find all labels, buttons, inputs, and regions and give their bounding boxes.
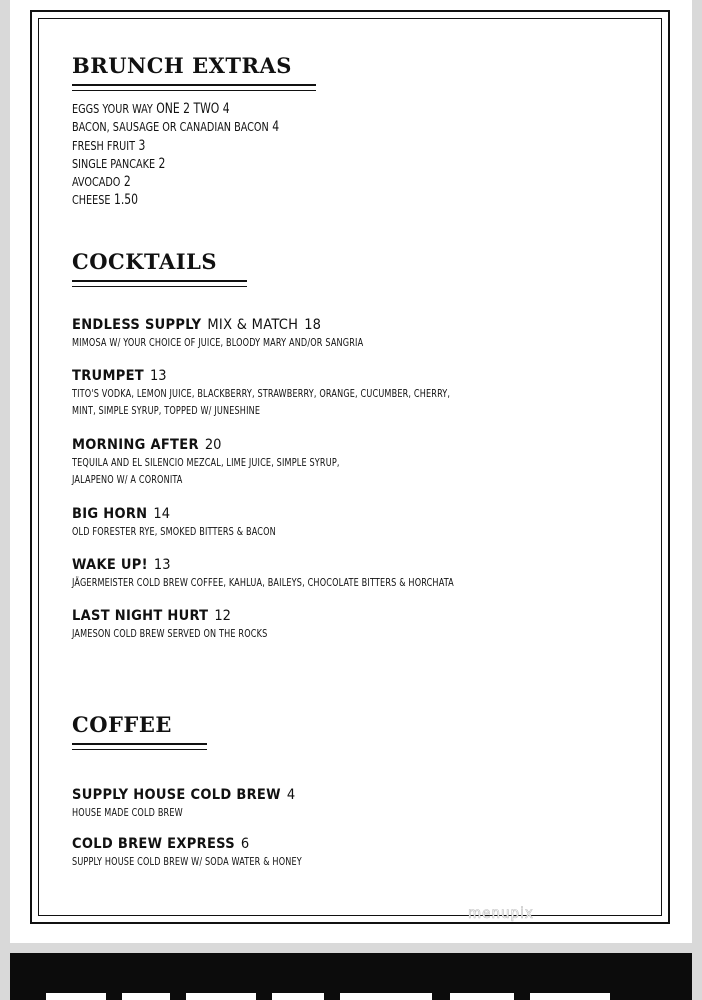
menu-item-trumpet: [72, 368, 533, 419]
item-price: 18: [304, 317, 321, 333]
item-price: 4: [286, 787, 296, 803]
menu-item-last-night-hurt: [72, 608, 310, 642]
item-description: TITO'S VODKA, LEMON JUICE, BLACKBERRY, STRAWBERRY, ORANGE, CUCUMBER, CHERRY,: [72, 387, 451, 400]
item-price: 12: [214, 608, 231, 624]
item-description: JAMESON COLD BREW SERVED ON THE ROCKS: [72, 627, 268, 640]
brunch-extras-heading: BRUNCH EXTRAS: [72, 53, 292, 78]
menu-item-big-horn: [72, 506, 321, 540]
item-description: MINT, SIMPLE SYRUP, TOPPED W/ JUNESHINE: [72, 404, 261, 417]
item-price: 6: [240, 836, 250, 852]
item-description: TEQUILA AND EL SILENCIO MEZCAL, LIME JUICE, SIMPLE SYRUP,: [72, 456, 340, 469]
coffee-heading: COFFEE: [72, 712, 172, 737]
menu-item-endless-supply: [72, 317, 427, 351]
item-description: OLD FORESTER RYE, SMOKED BITTERS & BACON: [72, 525, 276, 538]
band-letter-stub: [272, 993, 324, 1000]
menu-item-cold-brew-express: [72, 836, 352, 870]
item-description: HOUSE MADE COLD BREW: [72, 806, 183, 819]
item-description: SUPPLY HOUSE COLD BREW W/ SODA WATER & HONEY: [72, 855, 302, 868]
brunch-extras-list: [72, 100, 313, 210]
item-description: MIMOSA W/ YOUR CHOICE OF JUICE, BLOODY MARY AND/OR SANGRIA: [72, 336, 364, 349]
item-name: WAKE UP!: [72, 557, 148, 573]
item-description: JALAPENO W/ A CORONITA: [72, 473, 183, 486]
cocktails-rule: [72, 280, 247, 287]
band-letter-stub: [122, 993, 170, 1000]
item-name: BIG HORN: [72, 506, 148, 522]
list-item: CHEESE 1.50: [72, 192, 139, 209]
brunch-extras-rule: [72, 84, 316, 91]
item-name: LAST NIGHT HURT: [72, 608, 209, 624]
list-item: EGGS YOUR WAY ONE 2 TWO 4: [72, 101, 230, 117]
menu-item-wake-up: [72, 557, 538, 591]
list-item: AVOCADO 2: [72, 174, 131, 191]
menu-item-supply-house-cold-brew: [72, 787, 295, 821]
item-name: MORNING AFTER: [72, 437, 199, 453]
list-item: FRESH FRUIT 3: [72, 137, 146, 154]
band-letter-stub: [186, 993, 256, 1000]
watermark: menupix: [468, 904, 534, 922]
item-price: 13: [153, 557, 171, 573]
item-name: SUPPLY HOUSE COLD BREW: [72, 787, 281, 803]
cocktails-heading: COCKTAILS: [72, 249, 217, 274]
band-letter-stub: [450, 993, 514, 1000]
item-name: ENDLESS SUPPLY: [72, 317, 202, 333]
next-page-band: [10, 953, 692, 1000]
item-option: MIX & MATCH: [207, 317, 299, 333]
item-name: COLD BREW EXPRESS: [72, 836, 235, 852]
menu-item-morning-after: [72, 437, 398, 488]
item-price: 14: [153, 506, 171, 522]
item-price: 20: [204, 437, 222, 453]
band-letter-stub: [530, 993, 610, 1000]
item-description: JÄGERMEISTER COLD BREW COFFEE, KAHLUA, BAILEYS, CHOCOLATE BITTERS & HORCHATA: [72, 576, 454, 589]
item-price: 13: [150, 368, 167, 384]
band-letter-stub: [340, 993, 432, 1000]
coffee-rule: [72, 743, 207, 750]
band-letter-stub: [46, 993, 106, 1000]
item-name: TRUMPET: [72, 368, 144, 384]
list-item: SINGLE PANCAKE 2: [72, 155, 166, 172]
list-item: BACON, SAUSAGE OR CANADIAN BACON 4: [72, 119, 280, 136]
